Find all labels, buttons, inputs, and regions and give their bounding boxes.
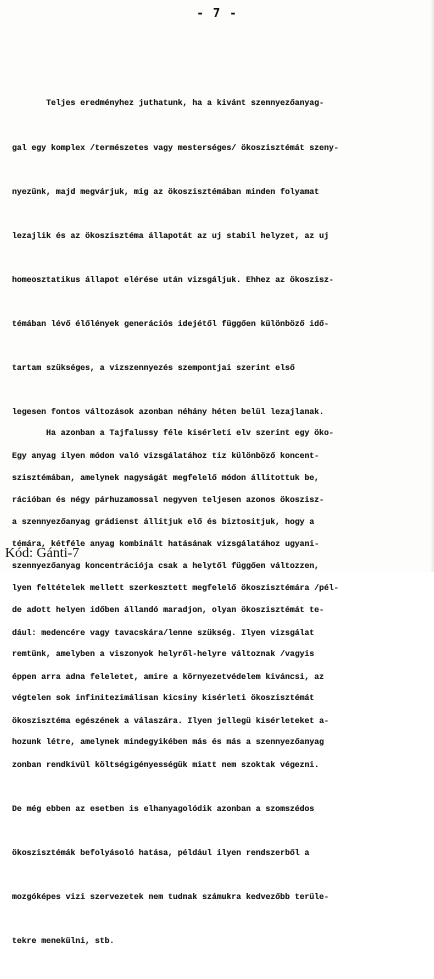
text-line: tartam szükséges, a vizszennyezés szempontjai szerint első <box>12 363 295 373</box>
text-line: rációban és négy párhuzamossal negyven teljesen azonos ökoszisz- <box>12 496 325 506</box>
page-number: - 7 - <box>196 6 238 20</box>
text-line: homeosztatikus állapot elérése után vizsgáljuk. Ehhez az ökoszisz- <box>12 275 334 285</box>
text-line: dául: medencére vagy tavacskára/lenne szükség. Ilyen vizsgálat <box>12 628 315 638</box>
text-line: témára, kétféle anyag kombinált hatásának vizsgálatához ugyani- <box>12 540 320 550</box>
text-line: szennyezőanyag koncentrációja csak a helytől függően változzen, <box>12 561 320 571</box>
scan-edge-shadow <box>430 0 434 572</box>
text-line: mozgóképes vizi szervezetek nem tudnak számukra kedvezőbb terüle- <box>12 893 329 903</box>
text-line: ökoszisztémák befolyásoló hatása, például ilyen rendszerből a <box>12 849 310 858</box>
text-line: nyezünk, majd megvárjuk, mig az ökoszisztémában minden folyamat <box>12 187 320 197</box>
text-line: tekre menekülni, stb. <box>12 937 115 947</box>
text-line: zonban rendkivül költségigényességük miatt nem szoktak végezni. <box>12 760 320 770</box>
text-line: De még ebben az esetben is elhanyagolódik azonban a szomszédos <box>12 804 315 814</box>
text-line: végtelen sok infinitezimálisan kicsiny kisérleti ökoszisztémát <box>12 693 315 703</box>
text-line: szisztémában, amelynek nagyságát megfelelő módon állitottuk be, <box>12 473 320 483</box>
text-line: éppen arra adna feleletet, amire a környezetvédelem kiváncsi, az <box>12 672 325 682</box>
document-code-label: Kód: Gánti-7 <box>5 546 80 561</box>
text-line: gal egy komplex /természetes vagy mesterséges/ ökoszisztémát szeny- <box>12 143 339 153</box>
text-line: lyen feltételek mellett szerkesztett megfelelő ökoszisztémára /pél- <box>12 584 339 594</box>
text-line: ökoszisztéma egészének a válaszára. Ilyen jellegü kisérleteket a- <box>12 716 329 726</box>
text-line: Ha azonban a Tajfalussy féle kisérleti elv szerint egy öko- <box>12 429 334 439</box>
paragraph-2 <box>12 398 424 780</box>
text-line: témában lévő élőlények generációs idejétől függően különböző idő- <box>12 319 329 329</box>
text-line: Teljes eredményhez juthatunk, ha a kivánt szennyezőanyag- <box>12 99 325 109</box>
text-line: de adott helyen időben állandó maradjon, olyan ökoszisztémát te- <box>12 605 325 615</box>
text-line: remtünk, amelyben a viszonyok helyről-helyre változnak /vagyis <box>12 649 315 659</box>
text-line: a szennyezőanyag grádienst állitjuk elő és biztositjuk, hogy a <box>12 517 315 527</box>
text-line: legesen fontos változások azonban néhány héten belül lezajlanak. <box>12 408 325 418</box>
text-line: lezajlik és az ökoszisztéma állapotát az uj stabil helyzet, az uj <box>12 231 329 241</box>
text-line: hozunk létre, amelynek mindegyikében más és más a szennyezőanyag <box>12 738 325 748</box>
text-line: Egy anyag ilyen módon való vizsgálatához tiz különböző koncent- <box>12 452 320 462</box>
